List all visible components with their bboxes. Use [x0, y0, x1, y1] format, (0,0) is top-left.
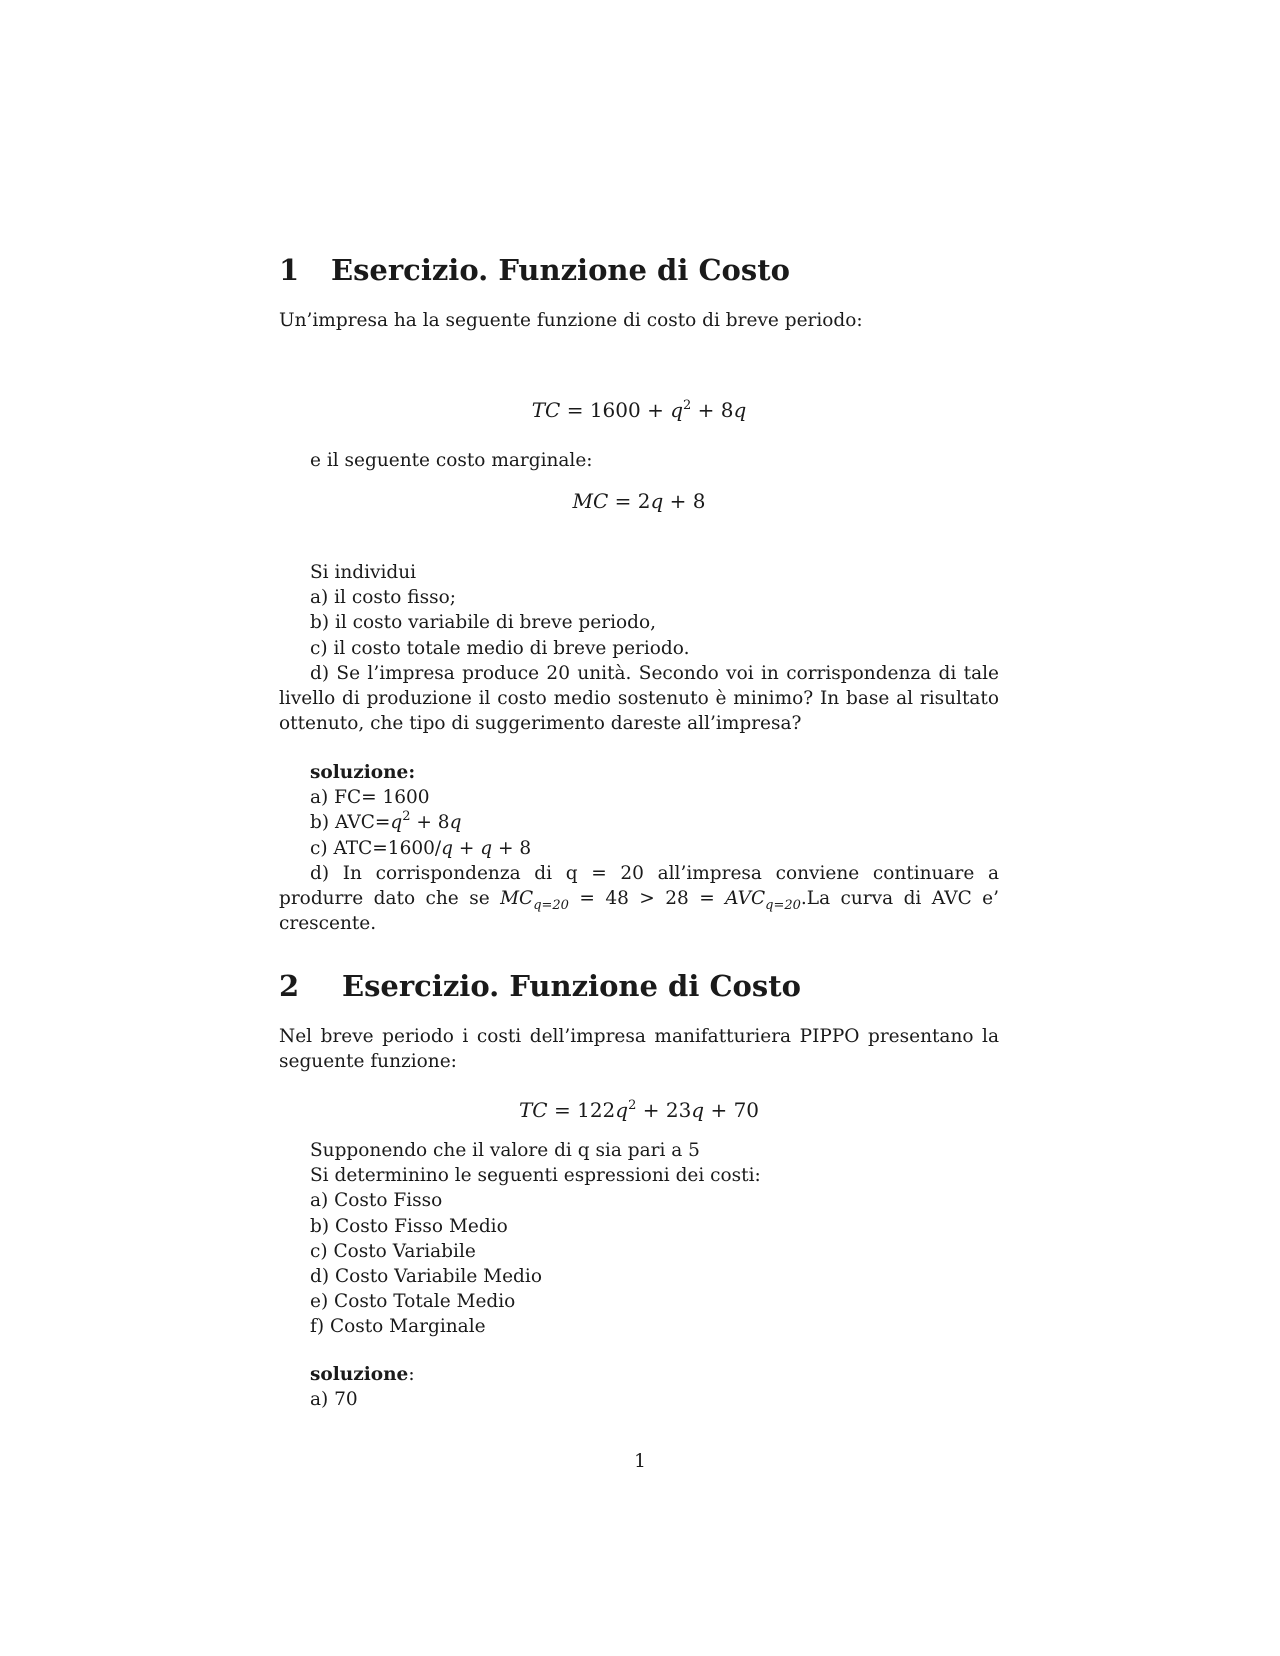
solution-b: b) $AVC=q^2 + 8q$ — [310, 809, 462, 834]
question-item: c) Costo Variabile — [310, 1240, 476, 1262]
section-1-solution — [279, 760, 999, 936]
solution-d: d) In corrispondenza di q = 20 all’impresa conviene continuare a produrre dato che se $MC_{q=20} = 48 > 28 = AVC_{q=20}.La$ curva di AVC e’ crescente. — [279, 862, 999, 935]
solution-c: c) ATC=1600/q + q + 8 — [310, 837, 532, 859]
mc-intro — [279, 448, 999, 473]
solution-label-2: soluzione — [310, 1364, 409, 1385]
eq-exponent: 2 — [628, 1098, 637, 1113]
question-intro: Si individui — [310, 562, 417, 583]
section-2-title: Esercizio. Funzione di Costo — [342, 969, 801, 1003]
section-2-solution — [279, 1362, 999, 1412]
eq-var: q — [650, 489, 664, 513]
solution-label: soluzione: — [310, 762, 416, 783]
eq-lhs: TC — [531, 398, 561, 422]
eq-part: = 122 — [547, 1098, 616, 1122]
question-item: e) Costo Totale Medio — [310, 1291, 516, 1313]
eq-part: = 2 — [608, 489, 651, 513]
mc-intro-text: e il seguente costo marginale: — [310, 450, 593, 471]
eq-part: + 8 — [691, 398, 734, 422]
eq-part: 1600 + — [589, 398, 671, 422]
section-2-intro — [279, 1024, 999, 1074]
intro-text-2: Nel breve periodo i costi dell’impresa manifatturiera PIPPO presentano la seguente funzione: — [279, 1026, 999, 1073]
eq-var: q — [670, 398, 684, 422]
solution-d-inequality: = 48 > 28 = — [568, 888, 726, 910]
solution-colon: : — [408, 1364, 415, 1385]
section-1-title: Esercizio. Funzione di Costo — [331, 253, 790, 287]
eq-lhs: MC — [572, 489, 609, 513]
solution-a: a) FC= 1600 — [310, 787, 430, 809]
question-item: b) Costo Fisso Medio — [310, 1215, 508, 1237]
subscript: q=20 — [533, 898, 569, 914]
intro-text: Un’impresa ha la seguente funzione di costo di breve periodo: — [279, 310, 863, 331]
question-line-2: Si determinino le seguenti espressioni dei costi: — [310, 1165, 761, 1187]
question-a: a) il costo fisso; — [310, 587, 456, 609]
section-1-number: 1 — [279, 253, 300, 287]
equation-tc-1: TC = $1600 + q^2 + 8q$ — [531, 398, 747, 422]
question-item: d) Costo Variabile Medio — [310, 1266, 542, 1288]
section-2-number: 2 — [279, 969, 300, 1003]
eq-exponent: 2 — [683, 398, 692, 413]
page-number: 1 — [634, 1451, 646, 1472]
eq-var: q — [733, 398, 747, 422]
equation-tc-2: TC = $122q^2 + 23q + 70$ — [518, 1098, 760, 1122]
eq-part: + 23 — [636, 1098, 692, 1122]
question-item: f) Costo Marginale — [310, 1316, 486, 1338]
equation-mc — [279, 491, 999, 511]
section-2-questions — [279, 1138, 999, 1340]
section-1-heading — [279, 253, 999, 287]
section-2-heading — [279, 969, 999, 1003]
question-b: b) il costo variabile di breve periodo, — [310, 612, 656, 634]
eq-part: + 8 — [663, 489, 706, 513]
question-line-1: Supponendo che il valore di q sia pari a 5 — [310, 1140, 700, 1161]
question-item: a) Costo Fisso — [310, 1190, 443, 1212]
section-1-intro — [279, 308, 999, 333]
eq-lhs: TC — [518, 1098, 548, 1122]
solution-d-text: d) In corrispondenza di q = 20 all’impresa conviene continuare a produrre dato che se — [279, 862, 999, 910]
section-1-questions — [279, 560, 999, 736]
question-c: c) il costo totale medio di breve periodo. — [310, 637, 690, 659]
solution-b-text: b) AVC= — [310, 812, 391, 834]
solution-a-2: a) 70 — [310, 1389, 358, 1411]
solution-c-text: c) ATC=1600/ — [310, 837, 442, 859]
question-d: d) Se l’impresa produce 20 unità. Secondo voi in corrispondenza di tale livello di produzione il costo medio sostenuto è minimo? In base al risultato ottenuto, che tipo di suggerimento dareste all’impresa? — [279, 662, 999, 735]
solution-d-end: La curva di AVC e’ crescente. — [279, 888, 999, 935]
eq-part: + 70 — [704, 1098, 760, 1122]
